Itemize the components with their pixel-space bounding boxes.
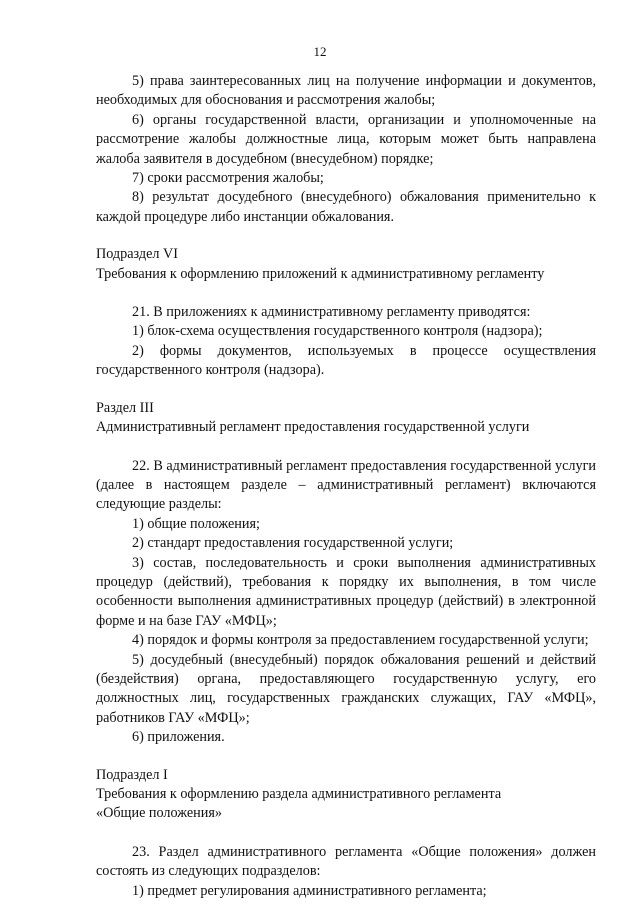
- paragraph: 21. В приложениях к административному регламенту приводятся:: [132, 304, 531, 321]
- subsection-heading-title: Требования к оформлению раздела административного регламента: [96, 786, 502, 802]
- paragraph: 8) результат досудебного (внесудебного) обжалования применительно к каждой процедуре либо инстанции обжалования.: [96, 189, 596, 225]
- subsection-heading-number: Подраздел VI: [96, 246, 179, 263]
- paragraph: 6) приложения.: [132, 729, 225, 746]
- paragraph: 1) блок-схема осуществления государственного контроля (надзора);: [132, 323, 543, 340]
- paragraph: 6) органы государственной власти, организации и уполномоченные на рассмотрение жалобы должностные лица, которым может быть направлена жалоба заявителя в досудебном (внесудебном) порядке;: [96, 111, 596, 167]
- paragraph: 4) порядок и формы контроля за предоставлением государственной услуги;: [132, 632, 589, 649]
- paragraph: 2) стандарт предоставления государственной услуги;: [132, 535, 454, 552]
- subsection-heading-subtitle: «Общие положения»: [96, 805, 222, 822]
- paragraph: 3) состав, последовательность и сроки выполнения административных процедур (действий), требования к порядку их выполнения, в том числе особенности выполнения административных процедур (действий) в электронной форме и на базе ГАУ «МФЦ»;: [96, 554, 596, 629]
- subsection-heading-title: Требования к оформлению приложений к административному регламенту: [96, 265, 545, 282]
- paragraph: 1) предмет регулирования административного регламента;: [132, 882, 487, 899]
- paragraph: 5) права заинтересованных лиц на получение информации и документов, необходимых для обоснования и рассмотрения жалобы;: [96, 73, 596, 109]
- page-number: 12: [313, 44, 327, 59]
- paragraph: 22. В административный регламент предоставления государственной услуги (далее в настоящем разделе – административный регламент) включаются следующие разделы:: [96, 457, 596, 513]
- paragraph: 23. Раздел административного регламента «Общие положения» должен состоять из следующих подразделов:: [96, 843, 596, 880]
- subsection-heading-number: Подраздел I: [96, 766, 168, 783]
- paragraph: 2) формы документов, используемых в процессе осуществления государственного контроля (надзора).: [96, 342, 596, 379]
- paragraph: 1) общие положения;: [132, 515, 260, 532]
- paragraph: 7) сроки рассмотрения жалобы;: [132, 170, 324, 187]
- section-heading-number: Раздел III: [96, 399, 154, 416]
- section-heading-title: Административный регламент предоставления государственной услуги: [96, 419, 530, 436]
- paragraph: 5) досудебный (внесудебный) порядок обжалования решений и действий (бездействия) органа, предоставляющего государственную услугу, его должностных лиц, государственных гражданских служащих, ГАУ «МФЦ», работников ГАУ «МФЦ»;: [96, 651, 596, 726]
- document-body: [96, 72, 596, 901]
